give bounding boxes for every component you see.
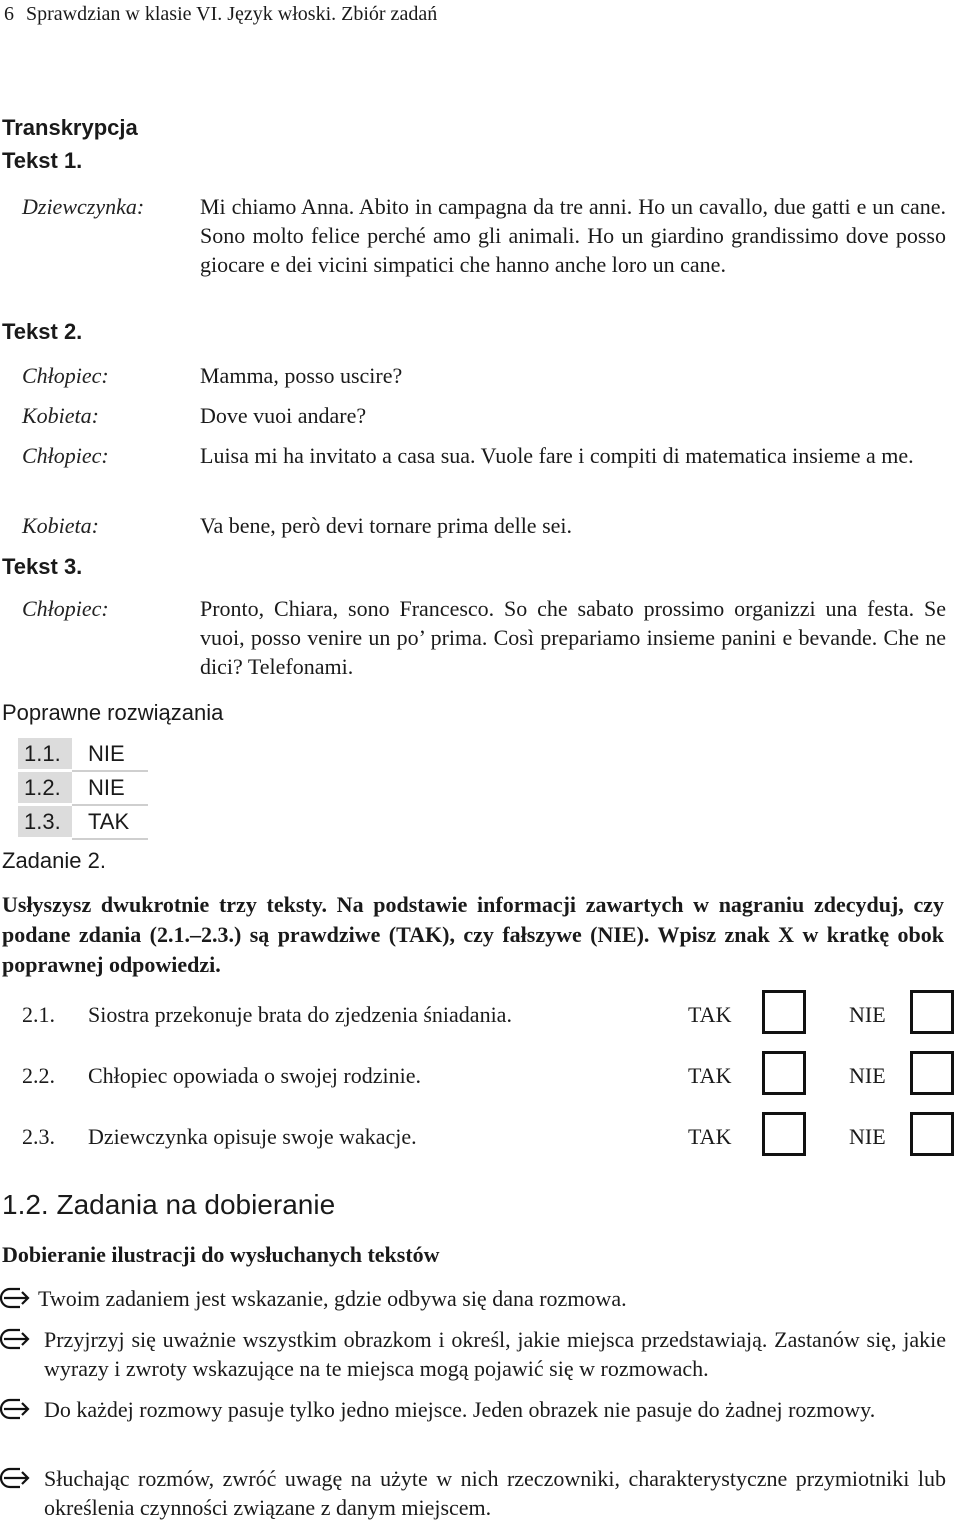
- answer-value: TAK: [72, 805, 148, 839]
- tak-checkbox[interactable]: [762, 990, 806, 1034]
- tak-label: TAK: [688, 1002, 732, 1027]
- dialogue-text: Mamma, posso uscire?: [200, 363, 403, 388]
- arrow-bullet-icon: [0, 1325, 30, 1353]
- section-title: 1.2. Zadania na dobieranie: [2, 1189, 336, 1220]
- answer-number: 1.2.: [18, 771, 72, 805]
- speaker: Kobieta:: [22, 513, 99, 538]
- item-statement: Chłopiec opowiada o swojej rodzinie.: [88, 1063, 421, 1088]
- table-row: [18, 738, 148, 771]
- section-subtitle: Dobieranie ilustracji do wysłuchanych tekstów: [2, 1242, 440, 1267]
- tak-checkbox[interactable]: [762, 1051, 806, 1095]
- speaker: Chłopiec:: [22, 363, 109, 388]
- answer-number: 1.3.: [18, 805, 72, 839]
- answers-table: [18, 738, 148, 840]
- arrow-bullet-icon: [0, 1284, 30, 1312]
- dialogue-text: Dove vuoi andare?: [200, 403, 367, 428]
- table-row: [18, 805, 148, 839]
- answer-value: NIE: [72, 738, 148, 771]
- running-title: Sprawdzian w klasie VI. Język włoski. Zbiór zadań: [26, 3, 438, 25]
- dialogue-text: Pronto, Chiara, sono Francesco. So che sabato prossimo organizzi una festa. Se vuoi, posso venire un po’ prima. Così prepariamo insieme panini e bevande. Che ne dici? Telefonami.: [200, 596, 946, 679]
- speaker: Dziewczynka:: [22, 194, 145, 219]
- text2-label: Tekst 2.: [2, 319, 83, 344]
- item-number: 2.3.: [22, 1124, 55, 1149]
- nie-checkbox[interactable]: [910, 990, 954, 1034]
- bullet-text: Twoim zadaniem jest wskazanie, gdzie odbywa się dana rozmowa.: [38, 1286, 627, 1311]
- nie-checkbox[interactable]: [910, 1112, 954, 1156]
- speaker: Chłopiec:: [22, 596, 109, 621]
- answer-value: NIE: [72, 771, 148, 805]
- dialogue-text: Mi chiamo Anna. Abito in campagna da tre anni. Ho un cavallo, due gatti e un cane. Sono molto felice perché amo gli animali. Ho un giardino grandissimo dove posso giocare e dei vicini simpatici che hanno anche loro un cane.: [200, 194, 946, 277]
- page-number: 6: [4, 3, 14, 25]
- bullet-text: Do każdej rozmowy pasuje tylko jedno miejsce. Jeden obrazek nie pasuje do żadnej rozmowy.: [44, 1397, 876, 1422]
- tak-checkbox[interactable]: [762, 1112, 806, 1156]
- tak-label: TAK: [688, 1063, 732, 1088]
- item-number: 2.2.: [22, 1063, 55, 1088]
- nie-label: NIE: [849, 1002, 886, 1027]
- nie-label: NIE: [849, 1063, 886, 1088]
- nie-label: NIE: [849, 1124, 886, 1149]
- speaker: Chłopiec:: [22, 443, 109, 468]
- answers-heading: Poprawne rozwiązania: [2, 700, 224, 725]
- speaker: Kobieta:: [22, 403, 99, 428]
- tak-label: TAK: [688, 1124, 732, 1149]
- transcription-heading: Transkrypcja: [2, 115, 138, 140]
- text1-label: Tekst 1.: [2, 148, 83, 173]
- item-statement: Siostra przekonuje brata do zjedzenia śniadania.: [88, 1002, 512, 1027]
- task2-instruction: Usłyszysz dwukrotnie trzy teksty. Na podstawie informacji zawartych w nagraniu zdecyduj, czy podane zdania (2.1.–2.3.) są prawdziwe (TAK), czy fałszywe (NIE). Wpisz znak X w kratkę obok poprawnej odpowiedzi.: [2, 892, 944, 977]
- arrow-bullet-icon: [0, 1395, 30, 1423]
- item-number: 2.1.: [22, 1002, 55, 1027]
- dialogue-text: Va bene, però devi tornare prima delle sei.: [200, 513, 573, 538]
- table-row: [18, 771, 148, 805]
- arrow-bullet-icon: [0, 1464, 30, 1492]
- bullet-text: Przyjrzyj się uważnie wszystkim obrazkom i określ, jakie miejsca przedstawiają. Zastanów się, jakie wyrazy i zwroty wskazujące na te miejsca mogą pojawić się w rozmowach.: [44, 1327, 946, 1381]
- task2-heading: Zadanie 2.: [2, 848, 106, 873]
- dialogue-text: Luisa mi ha invitato a casa sua. Vuole fare i compiti di matematica insieme a me.: [200, 443, 914, 468]
- text3-label: Tekst 3.: [2, 554, 83, 579]
- item-statement: Dziewczynka opisuje swoje wakacje.: [88, 1124, 417, 1149]
- bullet-text: Słuchając rozmów, zwróć uwagę na użyte w nich rzeczowniki, charakterystyczne przymiotniki lub określenia czynności związane z danym miejscem.: [44, 1466, 946, 1520]
- nie-checkbox[interactable]: [910, 1051, 954, 1095]
- answer-number: 1.1.: [18, 738, 72, 771]
